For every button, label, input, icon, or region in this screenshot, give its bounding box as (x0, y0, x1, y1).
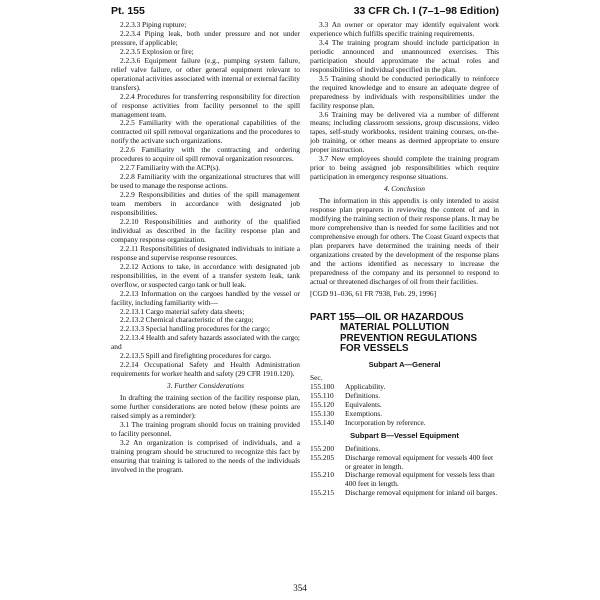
paragraph: 2.2.3.5 Explosion or fire; (120, 46, 194, 56)
paragraph: 2.2.14 Occupational Safety and Health Administration requirements for worker health and safety (29 CFR 1910.120). (111, 360, 300, 379)
toc-entry (310, 454, 499, 472)
paragraph: 2.2.13.4 Health and safety hazards associated with the cargo; and (111, 333, 300, 352)
section-number: 155.200 (310, 443, 335, 453)
paragraph: 2.2.9 Responsibilities and duties of the spill management team members in accordance with designated job responsibilities. (111, 190, 300, 218)
section-heading: 3. Further Considerations (167, 381, 244, 391)
paragraph: 3.7 New employees should complete the training program prior to being assigned job responsibilities which require participation in emergency response situations. (310, 154, 499, 182)
paragraph: The information in this appendix is only intended to assist response plan preparers in reviewing the content of and in modifying the training section of their response plans. It may be more comprehensive than is needed for some facilities and not comprehensive enough for others. The Coast Guard expects that plan preparers have determined the training needs of their organizations created by the development of the response plans and the actions identified as necessary to increase the preparedness of the company and its personnel to respond to actual or threatened discharges of oil from their facilities. (310, 196, 499, 286)
paragraph: 3.6 Training may be delivered via a number of different means; including classroom sessions, group discussions, video tapes, self-study workbooks, resident training courses, on-the-job training, or other means as deemed appropriate to ensure proper instruction. (310, 109, 499, 155)
section-title: Discharge removal equipment for vessels 400 feet or greater in length. (345, 452, 494, 471)
paragraph: 3.5 Training should be conducted periodically to reinforce the required knowledge and to ensure an adequate degree of preparedness by individuals with responsibilities under the facility response plan. (310, 73, 499, 110)
paragraph: 2.2.13.1 Cargo material safety data sheets; (120, 306, 245, 316)
part-label: Pt. 155 (111, 5, 145, 17)
paragraph: 2.2.11 Responsibilities of designated individuals to initiate a response and supervise response resources. (111, 243, 300, 262)
section-title: Definitions. (345, 443, 381, 453)
paragraph: 2.2.3.3 Piping rupture; (120, 20, 187, 29)
section-title: Discharge removal equipment for vessels less than 400 feet in length. (345, 470, 495, 489)
paragraph: 3.3 An owner or operator may identify equivalent work experience which fulfills specific training requirements. (310, 20, 499, 38)
paragraph: 2.2.6 Familiarity with the contracting and ordering procedures to acquire oil spill removal organization resources. (111, 145, 300, 164)
section-title: Equivalents. (345, 399, 382, 409)
toc-entry (310, 471, 499, 489)
running-header (111, 5, 499, 19)
section-number: 155.120 (310, 399, 335, 409)
paragraph: 2.2.13.5 Spill and firefighting procedures for cargo. (120, 351, 272, 361)
section-number: 155.215 (310, 488, 335, 498)
paragraph: 2.2.3.6 Equipment failure (e.g., pumping system failure, relief valve failure, or other general equipment relevant to operational activities associated with internal or external facility transfers). (111, 55, 300, 92)
toc-entry (310, 392, 499, 401)
paragraph: 3.2 An organization is comprised of individuals, and a training program should be structured to recognize this fact by ensuring that training is tailored to the needs of the individuals involved in the program. (111, 437, 300, 474)
paragraph: 2.2.12 Actions to take, in accordance with designated job responsibilities, in the event of a transfer system leak, tank overflow, or suspected cargo tank or hull leak. (111, 261, 300, 289)
section-number: 155.205 (310, 452, 335, 462)
paragraph: 2.2.4 Procedures for transferring responsibility for direction of response activities from facility personnel to the spill management team. (111, 91, 300, 119)
paragraph: 2.2.5 Familiarity with the operational capabilities of the contracted oil spill removal organizations and the procedures to notify the activate such organizations. (111, 118, 300, 146)
page-number: 354 (293, 583, 307, 593)
section-title: Discharge removal equipment for inland oil barges. (345, 488, 498, 498)
subpart-b-heading: Subpart B—Vessel Equipment (350, 430, 459, 440)
right-column-body (310, 21, 499, 299)
toc-entry (310, 419, 499, 428)
section-number: 155.130 (310, 408, 335, 418)
section-heading: 4. Conclusion (384, 184, 425, 194)
section-number: 155.210 (310, 470, 335, 480)
sec-label: Sec. (310, 372, 323, 382)
section-number: 155.110 (310, 390, 334, 400)
left-column (111, 21, 300, 475)
section-number: 155.140 (310, 417, 335, 427)
right-column (310, 21, 499, 498)
toc-entry (310, 383, 499, 392)
edition-label: 33 CFR Ch. I (7–1–98 Edition) (353, 5, 499, 17)
paragraph: 2.2.8 Familiarity with the organizational structures that will be used to manage the response actions. (111, 172, 300, 191)
paragraph: 2.2.7 Familiarity with the ACP(s). (120, 163, 220, 173)
section-title: Applicability. (345, 381, 386, 391)
paragraph: 3.1 The training program should focus on training provided to facility personnel. (111, 419, 300, 438)
paragraph: In drafting the training section of the facility response plan, some further considerations are noted below (these points are raised simply as a reminder): (111, 393, 300, 420)
paragraph: 2.2.13.3 Special handling procedures for the cargo; (120, 324, 270, 334)
subpart-a-heading: Subpart A—General (368, 359, 441, 369)
section-title: Definitions. (345, 390, 381, 400)
toc-entry (310, 401, 499, 410)
paragraph: 2.2.10 Responsibilities and authority of the qualified individual as described in the facility response plan and company response organization. (111, 216, 300, 244)
section-title: Exemptions. (345, 408, 383, 418)
subpart-a-contents (310, 383, 499, 428)
source-citation: [CGD 91–036, 61 FR 7938, Feb. 29, 1996] (310, 288, 437, 298)
subpart-b-contents (310, 445, 499, 499)
paragraph: 2.2.13.2 Chemical characteristic of the cargo; (120, 315, 254, 325)
toc-entry (310, 489, 499, 498)
paragraph: 2.2.3.4 Piping leak, both under pressure and not under pressure, if applicable; (111, 28, 300, 47)
section-number: 155.100 (310, 381, 335, 391)
paragraph: 2.2.13 Information on the cargoes handled by the vessel or facility, including familiarity with— (111, 288, 300, 307)
section-title: Incorporation by reference. (345, 417, 426, 427)
paragraph: 3.4 The training program should include participation in periodic announced and unannounced exercises. This participation should approximate the actual roles and responsibilities of individual specified in the plan. (310, 37, 499, 74)
part-title: PART 155—OIL OR HAZARDOUS MATERIAL POLLUTION PREVENTION REGULATIONS FOR VESSELS (310, 311, 477, 355)
